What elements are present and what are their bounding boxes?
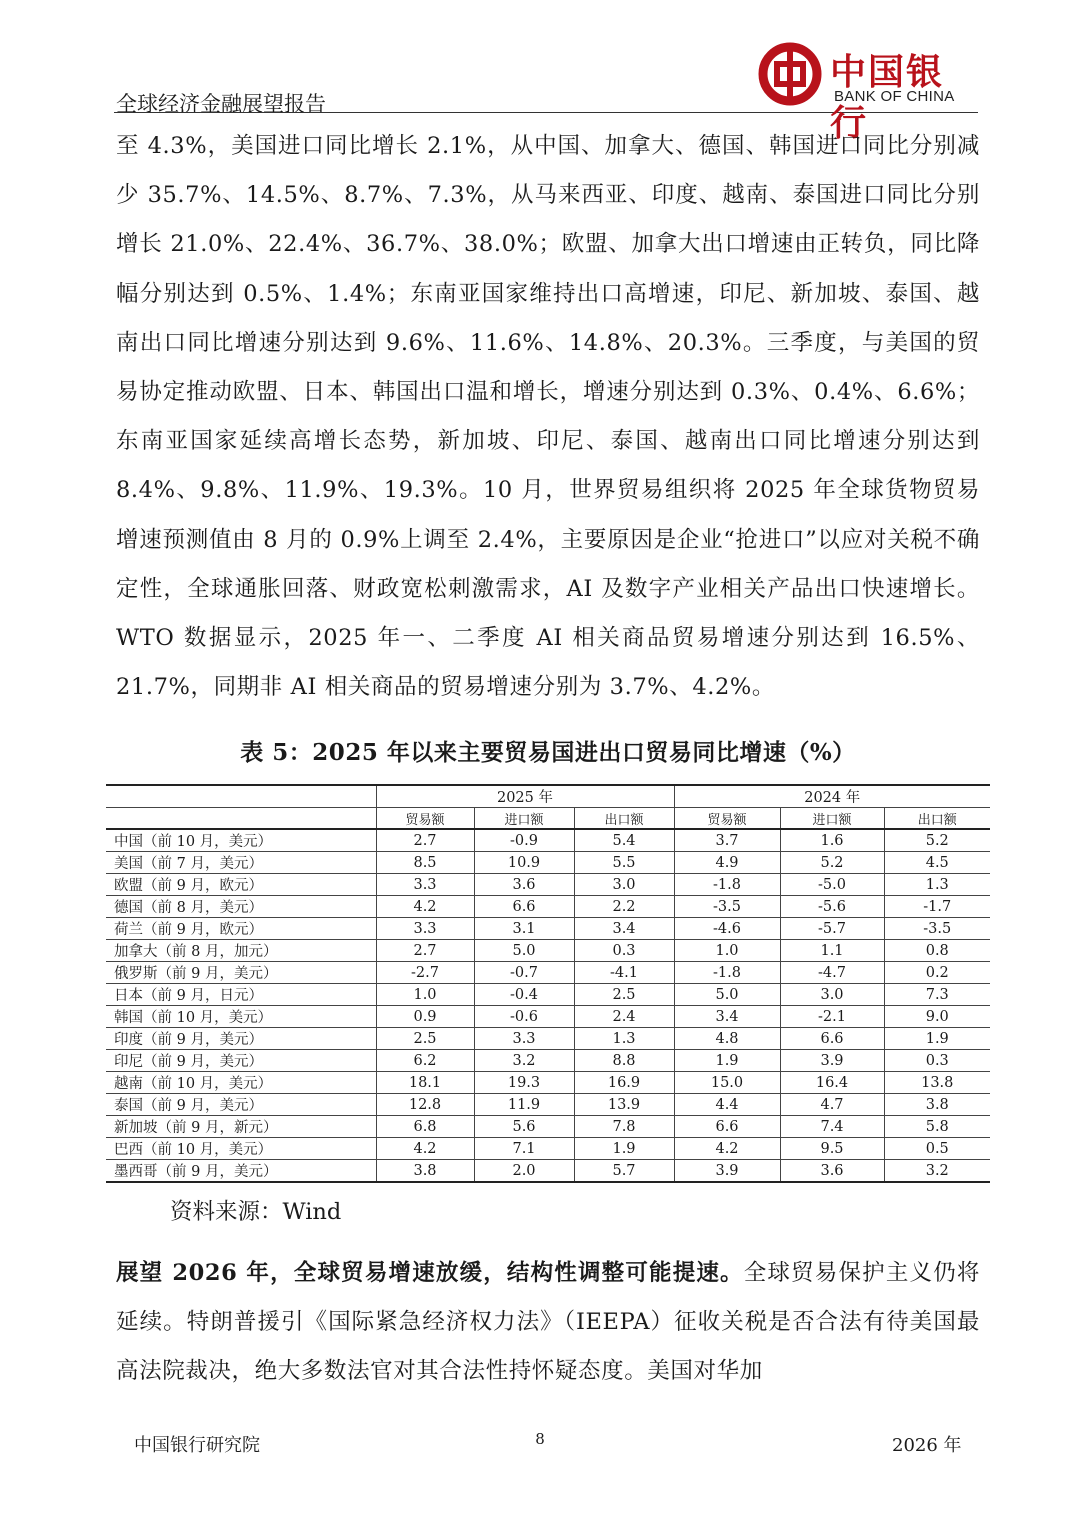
value-cell: 6.8: [376, 1116, 474, 1138]
row-label-cell: 巴西（前 10 月，美元）: [106, 1138, 376, 1160]
row-label-cell: 韩国（前 10 月，美元）: [106, 1006, 376, 1028]
value-cell: 3.9: [780, 1050, 884, 1072]
column-header: 出口额: [574, 808, 674, 830]
value-cell: 11.9: [474, 1094, 574, 1116]
value-cell: -3.5: [674, 896, 780, 918]
year-header-2025: 2025 年: [376, 785, 674, 808]
value-cell: 15.0: [674, 1072, 780, 1094]
value-cell: 3.9: [674, 1160, 780, 1183]
table-corner-cell: [106, 785, 376, 808]
value-cell: 6.6: [674, 1116, 780, 1138]
row-label-cell: 印度（前 9 月，美元）: [106, 1028, 376, 1050]
row-label-cell: 美国（前 7 月，美元）: [106, 852, 376, 874]
value-cell: 9.0: [884, 1006, 990, 1028]
row-label-cell: 欧盟（前 9 月，欧元）: [106, 874, 376, 896]
value-cell: 1.1: [780, 940, 884, 962]
value-cell: 3.8: [376, 1160, 474, 1183]
table-row: [106, 1116, 990, 1138]
value-cell: -0.9: [474, 829, 574, 852]
value-cell: 12.8: [376, 1094, 474, 1116]
value-cell: 1.3: [574, 1028, 674, 1050]
value-cell: 8.5: [376, 852, 474, 874]
column-header: 出口额: [884, 808, 990, 830]
row-label-cell: 新加坡（前 9 月，新元）: [106, 1116, 376, 1138]
footer-institute: 中国银行研究院: [134, 1435, 260, 1456]
value-cell: 4.4: [674, 1094, 780, 1116]
value-cell: 1.0: [674, 940, 780, 962]
table-year-header-row: [106, 785, 990, 808]
logo-chinese-name: 中国银行: [830, 52, 945, 144]
value-cell: 5.2: [884, 829, 990, 852]
table-row: [106, 852, 990, 874]
table-row: [106, 874, 990, 896]
value-cell: 6.6: [780, 1028, 884, 1050]
value-cell: 16.4: [780, 1072, 884, 1094]
value-cell: -5.7: [780, 918, 884, 940]
logo-english-name: BANK OF CHINA: [834, 88, 955, 105]
value-cell: -4.7: [780, 962, 884, 984]
row-label-cell: 加拿大（前 8 月，加元）: [106, 940, 376, 962]
value-cell: 1.0: [376, 984, 474, 1006]
value-cell: -0.4: [474, 984, 574, 1006]
table-row: [106, 1160, 990, 1183]
row-label-cell: 荷兰（前 9 月，欧元）: [106, 918, 376, 940]
table-row: [106, 1050, 990, 1072]
row-label-cell: 越南（前 10 月，美元）: [106, 1072, 376, 1094]
value-cell: 5.4: [574, 829, 674, 852]
value-cell: 0.2: [884, 962, 990, 984]
value-cell: -5.6: [780, 896, 884, 918]
paragraph-lead-sentence: 展望 2026 年，全球贸易增速放缓，结构性调整可能提速。: [116, 1260, 744, 1286]
table-row: [106, 829, 990, 852]
column-header: 贸易额: [376, 808, 474, 830]
value-cell: 6.6: [474, 896, 574, 918]
column-header: 进口额: [780, 808, 884, 830]
value-cell: 2.7: [376, 829, 474, 852]
row-label-cell: 德国（前 8 月，美元）: [106, 896, 376, 918]
value-cell: 3.0: [780, 984, 884, 1006]
column-header: 进口额: [474, 808, 574, 830]
value-cell: 2.2: [574, 896, 674, 918]
table-row: [106, 1072, 990, 1094]
trade-growth-table: [106, 784, 990, 1183]
year-header-2024: 2024 年: [674, 785, 990, 808]
value-cell: 3.3: [376, 918, 474, 940]
paragraph-text: 全球贸易保护主义仍将延续。特朗普援引《国际紧急经济权力法》（IEEPA）征收关税是否合法有待美国最高法院裁决，绝大多数法官对其合法性持怀疑态度。美国对华加: [116, 1260, 980, 1385]
value-cell: 2.7: [376, 940, 474, 962]
body-paragraph-2: [116, 1249, 980, 1397]
value-cell: 4.7: [780, 1094, 884, 1116]
value-cell: 8.8: [574, 1050, 674, 1072]
value-cell: 2.5: [376, 1028, 474, 1050]
value-cell: 5.7: [574, 1160, 674, 1183]
value-cell: 2.5: [574, 984, 674, 1006]
table-row: [106, 896, 990, 918]
footer-year: 2026 年: [892, 1435, 962, 1456]
value-cell: 3.3: [474, 1028, 574, 1050]
value-cell: 1.9: [574, 1138, 674, 1160]
table-row: [106, 1006, 990, 1028]
value-cell: 3.4: [674, 1006, 780, 1028]
value-cell: 0.8: [884, 940, 990, 962]
value-cell: 5.5: [574, 852, 674, 874]
table-source: 资料来源：Wind: [170, 1199, 342, 1225]
value-cell: 3.3: [376, 874, 474, 896]
value-cell: 3.0: [574, 874, 674, 896]
value-cell: 3.6: [474, 874, 574, 896]
report-title: 全球经济金融展望报告: [116, 92, 326, 116]
row-label-cell: 印尼（前 9 月，美元）: [106, 1050, 376, 1072]
bank-logo: [758, 42, 980, 144]
row-label-cell: 日本（前 9 月，日元）: [106, 984, 376, 1006]
value-cell: 10.9: [474, 852, 574, 874]
value-cell: -0.7: [474, 962, 574, 984]
boc-logo-icon: [758, 42, 822, 106]
row-label-cell: 墨西哥（前 9 月，美元）: [106, 1160, 376, 1183]
table-corner-cell: [106, 808, 376, 830]
value-cell: -2.7: [376, 962, 474, 984]
table-subheader-row: [106, 808, 990, 830]
value-cell: 1.3: [884, 874, 990, 896]
value-cell: 16.9: [574, 1072, 674, 1094]
value-cell: -0.6: [474, 1006, 574, 1028]
value-cell: 6.2: [376, 1050, 474, 1072]
table-row: [106, 1094, 990, 1116]
column-header: 贸易额: [674, 808, 780, 830]
value-cell: 1.9: [674, 1050, 780, 1072]
value-cell: 4.2: [376, 1138, 474, 1160]
value-cell: -1.8: [674, 962, 780, 984]
value-cell: -2.1: [780, 1006, 884, 1028]
value-cell: 7.3: [884, 984, 990, 1006]
value-cell: -4.6: [674, 918, 780, 940]
table-body: [106, 829, 990, 1182]
value-cell: 3.4: [574, 918, 674, 940]
value-cell: 0.5: [884, 1138, 990, 1160]
value-cell: 4.2: [376, 896, 474, 918]
value-cell: 5.8: [884, 1116, 990, 1138]
body-paragraph-1: 至 4.3%，美国进口同比增长 2.1%，从中国、加拿大、德国、韩国进口同比分别减少 35.7%、14.5%、8.7%、7.3%，从马来西亚、印度、越南、泰国进口同比分别增长 21.0%、22.4%、36.7%、38.0%；欧盟、加拿大出口增速由正转负，同比降幅分别达到 0.5%、1.4%；东南亚国家维持出口高增速，印尼、新加坡、泰国、越南出口同比增速分别达到 9.6%、11.6%、14.8%、20.3%。三季度，与美国的贸易协定推动欧盟、日本、韩国出口温和增长，增速分别达到 0.3%、0.4%、6.6%；东南亚国家延续高增长态势，新加坡、印尼、泰国、越南出口同比增速分别达到 8.4%、9.8%、11.9%、19.3%。10 月，世界贸易组织将 2025 年全球货物贸易增速预测值由 8 月的 0.9%上调至 2.4%，主要原因是企业“抢进口”以应对关税不确定性，全球通胀回落、财政宽松刺激需求，AI 及数字产业相关产品出口快速增长。WTO 数据显示，2025 年一、二季度 AI 相关商品贸易增速分别达到 16.5%、21.7%，同期非 AI 相关商品的贸易增速分别为 3.7%、4.2%。: [116, 133, 980, 701]
value-cell: -1.8: [674, 874, 780, 896]
value-cell: 7.8: [574, 1116, 674, 1138]
value-cell: 3.2: [884, 1160, 990, 1183]
value-cell: 3.2: [474, 1050, 574, 1072]
value-cell: 3.1: [474, 918, 574, 940]
value-cell: 0.3: [884, 1050, 990, 1072]
row-label-cell: 泰国（前 9 月，美元）: [106, 1094, 376, 1116]
value-cell: 4.9: [674, 852, 780, 874]
value-cell: 5.0: [674, 984, 780, 1006]
value-cell: 2.4: [574, 1006, 674, 1028]
value-cell: 1.9: [884, 1028, 990, 1050]
value-cell: 4.8: [674, 1028, 780, 1050]
table-row: [106, 1028, 990, 1050]
value-cell: 18.1: [376, 1072, 474, 1094]
value-cell: -3.5: [884, 918, 990, 940]
page-number: 8: [535, 1430, 545, 1448]
table-row: [106, 1138, 990, 1160]
value-cell: -1.7: [884, 896, 990, 918]
value-cell: 4.5: [884, 852, 990, 874]
value-cell: 4.2: [674, 1138, 780, 1160]
value-cell: 9.5: [780, 1138, 884, 1160]
value-cell: 2.0: [474, 1160, 574, 1183]
value-cell: 13.8: [884, 1072, 990, 1094]
value-cell: 0.9: [376, 1006, 474, 1028]
value-cell: 0.3: [574, 940, 674, 962]
value-cell: 3.7: [674, 829, 780, 852]
value-cell: 5.2: [780, 852, 884, 874]
table-row: [106, 962, 990, 984]
value-cell: 5.0: [474, 940, 574, 962]
value-cell: 1.6: [780, 829, 884, 852]
value-cell: -4.1: [574, 962, 674, 984]
value-cell: -5.0: [780, 874, 884, 896]
value-cell: 3.6: [780, 1160, 884, 1183]
value-cell: 13.9: [574, 1094, 674, 1116]
value-cell: 19.3: [474, 1072, 574, 1094]
value-cell: 7.1: [474, 1138, 574, 1160]
table-row: [106, 984, 990, 1006]
table-row: [106, 918, 990, 940]
value-cell: 3.8: [884, 1094, 990, 1116]
row-label-cell: 俄罗斯（前 9 月，美元）: [106, 962, 376, 984]
row-label-cell: 中国（前 10 月，美元）: [106, 829, 376, 852]
value-cell: 7.4: [780, 1116, 884, 1138]
table-row: [106, 940, 990, 962]
table-title: 表 5：2025 年以来主要贸易国进出口贸易同比增速（%）: [240, 739, 856, 766]
value-cell: 5.6: [474, 1116, 574, 1138]
